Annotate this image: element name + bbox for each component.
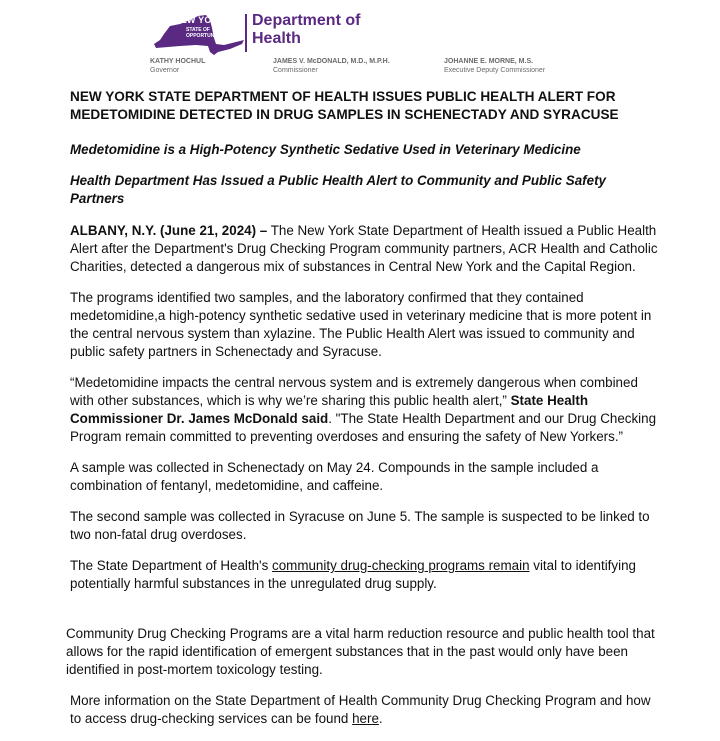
subheadline-2: Health Department Has Issued a Public Health Alert to Community and Public Safety Partners xyxy=(70,173,606,206)
paragraph-schenectady-sample: A sample was collected in Schenectady on May 24. Compounds in the sample included a combination of fentanyl, medetomidine, and caffeine. xyxy=(70,460,599,493)
official-deputy-commissioner xyxy=(444,57,545,75)
official-name: KATHY HOCHUL xyxy=(150,58,206,65)
paragraph-text: vital to identifying potentially harmful substances in the unregulated drug supply. xyxy=(70,558,636,591)
official-role: Executive Deputy Commissioner xyxy=(444,67,546,74)
quote-attribution: State Health Commissioner Dr. James McDonald said xyxy=(70,393,589,426)
paragraph-more-info xyxy=(70,692,660,728)
quote-text: “Medetomidine impacts the central nervous system and is extremely dangerous when combined with other substances, which is why we’re sharing this public health alert,” xyxy=(70,375,638,408)
state-name: NEW YORK xyxy=(174,15,225,25)
state-tagline: STATE OF OPPORTUNITY. xyxy=(186,27,223,39)
subheadline-1: Medetomidine is a High-Potency Synthetic Sedative Used in Veterinary Medicine xyxy=(70,142,581,157)
ny-wordmark xyxy=(174,16,225,25)
letterhead xyxy=(150,8,590,78)
spacer xyxy=(70,606,660,625)
quote-text-continued: . "The State Health Department and our Drug Checking Program remain committed to preventing overdoses and ensuring the safety of New Yorkers.” xyxy=(70,411,657,444)
more-info-here-link[interactable]: here xyxy=(352,711,379,726)
paragraph-harm-reduction: Community Drug Checking Programs are a vital harm reduction resource and public health tool that allows for the rapid identification of emergent substances that in the past would only have been identified in post-mortem toxicology testing. xyxy=(66,626,655,677)
paragraph-text: More information on the State Department of Health Community Drug Checking Program and how to access drug-checking services can be found xyxy=(70,693,651,726)
official-role: Commissioner xyxy=(273,67,318,74)
press-release-body xyxy=(66,88,660,741)
paragraph-text: . xyxy=(378,711,383,726)
paragraph-syracuse-sample: The second sample was collected in Syracuse on June 5. The sample is suspected to be linked to two non-fatal drug overdoses. xyxy=(70,509,650,542)
official-name: JOHANNE E. MORNE, M.S. xyxy=(444,58,534,65)
paragraph-dateline xyxy=(70,222,660,276)
official-name: JAMES V. McDONALD, M.D., M.P.H. xyxy=(273,58,390,65)
official-role: Governor xyxy=(150,67,180,74)
dateline: ALBANY, N.Y. (June 21, 2024) – xyxy=(70,223,268,238)
letterhead-divider xyxy=(245,14,247,52)
paragraph-text: The State Department of Health's xyxy=(70,558,273,573)
paragraph-quote xyxy=(70,374,660,446)
drug-checking-programs-link[interactable]: community drug-checking programs remain xyxy=(272,558,530,573)
department-title: Department of Health xyxy=(252,12,361,47)
officials-row xyxy=(150,57,590,79)
paragraph-samples: The programs identified two samples, and the laboratory confirmed that they contained medetomidine,a high-potency synthetic sedative used in veterinary medicine that is more potent in the central nervous system than xylazine. The Public Health Alert was issued to community and public safety partners in Schenectady and Syracuse. xyxy=(70,290,652,359)
official-commissioner xyxy=(273,57,390,75)
paragraph-text: The New York State Department of Health issued a Public Health Alert after the Department's Drug Checking Program community partners, ACR Health and Catholic Charities, detected a dangerous mix of substances in Central New York and the Capital Region. xyxy=(70,223,658,274)
official-governor xyxy=(150,57,205,75)
press-release-headline: NEW YORK STATE DEPARTMENT OF HEALTH ISSUES PUBLIC HEALTH ALERT FOR MEDETOMIDINE DETECTED IN DRUG SAMPLES IN SCHENECTADY AND SYRACUSE xyxy=(70,89,619,122)
paragraph-programs xyxy=(70,557,660,593)
